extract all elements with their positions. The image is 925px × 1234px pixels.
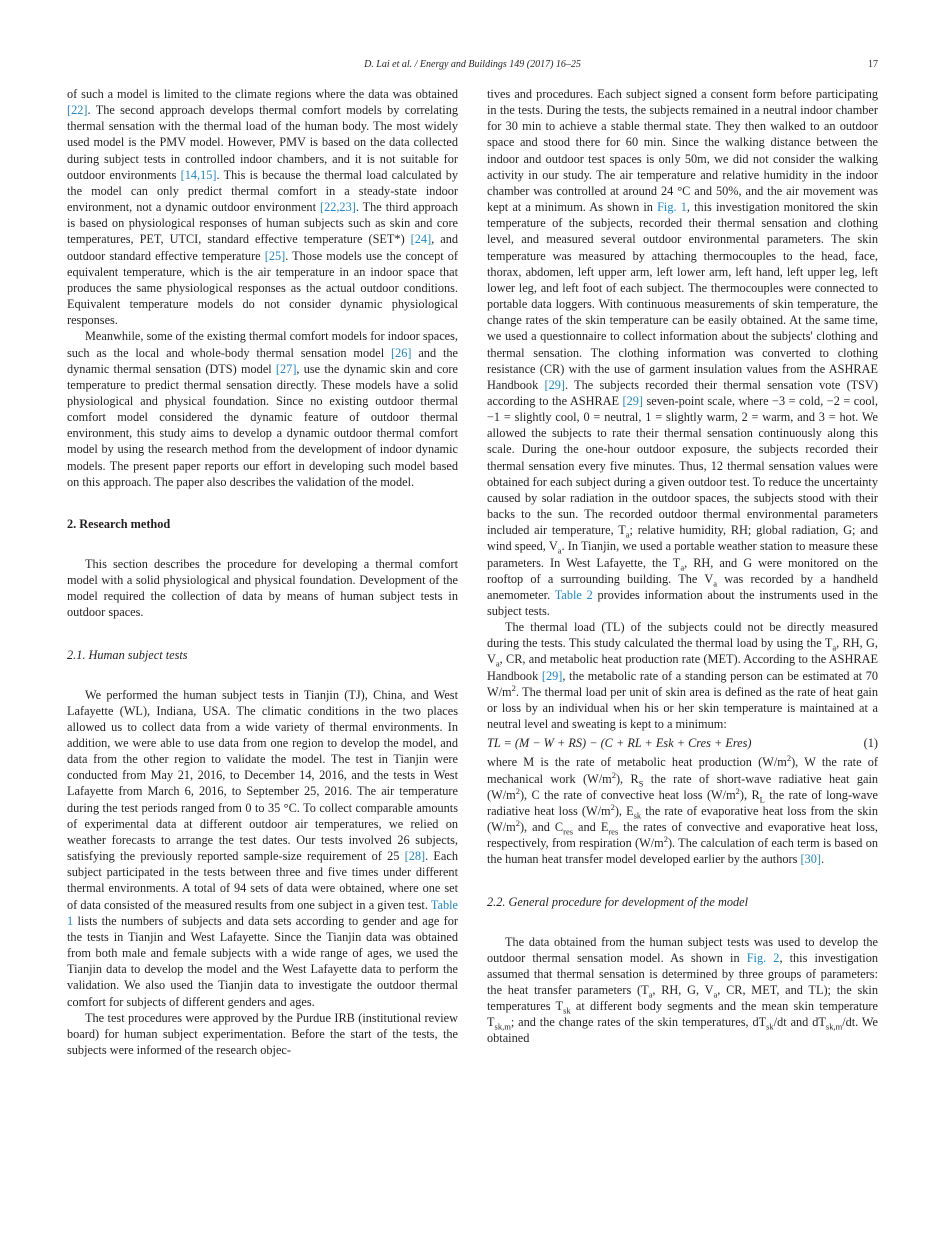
equation (487, 735, 878, 751)
citation-link[interactable]: [29] (622, 393, 644, 408)
citation-link[interactable]: [22] (67, 103, 88, 118)
left-column (67, 86, 458, 1058)
subsection-heading: 2.2. General procedure for development of the model (487, 894, 749, 909)
paragraph: We performed the human subject tests in Tianjin (TJ), China, and West Lafayette (WL), Indiana, USA. The climatic conditions in the two places allowed us to collect data from a wide variety of thermal environments. In addition, we were able to use data from one region to develop the model, and data from the other region to validate the model. The test in Tianjin were conducted from May 21, 2016, to December 14, 2016, and the tests in West Lafayette from March 6, 2016, to September 25, 2016. The air temperature during the test periods ranged from 0 to 35 °C. To collect comparable amounts of experimental data at different outdoor air temperatures, we relied on weather forecasts to arrange the test dates. Our tests involved 26 subjects, satisfying the previously reported sample-size requirement of 25 [28]. Each subject participated in the tests between three and five times under different thermal environments. A total of 94 sets of data were obtained, where one set of data consisted of the measured results from one subject in a given test. Table 1 lists the numbers of subjects and data sets according to gender and age for the tests in Tianjin and West Lafayette. Since the Tianjin data was obtained from both male and female subjects with a wide range of ages, we used the Tianjin data to develop the model and the West Lafayette data to perform the validation. We also used the Tianjin data to investigate the outdoor thermal comfort for subjects of different genders and ages. (67, 687, 458, 1009)
citation-link[interactable]: [28] (404, 849, 426, 864)
paragraph: of such a model is limited to the climate regions where the data was obtained [22]. The second approach develops thermal comfort models by correlating thermal sensation with the thermal load of the human body. The most widely used model is the PMV model. However, PMV is based on the data collected during subject tests in controlled indoor chambers, and it is not suitable for outdoor environments [14,15]. This is because the thermal load calculated by the model can only predict thermal comfort in a steady-state indoor environment, not a dynamic outdoor environment [22,23]. The third approach is based on physiological responses of human subjects such as skin and core temperatures, PET, UTCI, standard effective temperature (SET*) [24], and outdoor standard effective temperature [25]. Those models use the concept of equivalent temperature, which is the air temperature in an indoor space that produces the same physiological responses as the actual outdoor conditions. Equivalent temperature models do not consider dynamic physiological responses. (67, 87, 458, 328)
citation-link[interactable]: [29] (541, 668, 563, 683)
citation-link[interactable]: [27] (275, 361, 297, 376)
citation-link[interactable]: [26] (390, 345, 412, 360)
figure-link[interactable]: Fig. 1 (657, 200, 687, 215)
page-number: 17 (868, 59, 878, 70)
equation-body: TL = (M − W + RS) − (C + RL + Esk + Cres + Eres) (487, 736, 752, 751)
citation-link[interactable]: [30] (800, 852, 821, 867)
table-link[interactable]: Table 1 (67, 897, 458, 928)
running-header (67, 58, 878, 72)
paragraph: Meanwhile, some of the existing thermal comfort models for indoor spaces, such as the local and whole-body thermal sensation model [26] and the dynamic thermal sensation (DTS) model [27], use the dynamic skin and core temperature to predict thermal sensation directly. These models have a solid physiological and physical foundation. Since no existing outdoor thermal comfort model considered the dynamic feature of outdoor thermal environment, this study aims to develop a dynamic outdoor thermal comfort model by using the research method from the development of indoor dynamic models. The present paper reports our effort in developing such model based on this approach. The paper also describes the validation of the model. (67, 329, 458, 489)
figure-link[interactable]: Fig. 2 (746, 950, 780, 965)
equation-number: (1) (863, 736, 878, 751)
paragraph: This section describes the procedure for developing a thermal comfort model with a solid physiological and physical foundation. Development of the model required the collection of data by means of human subject tests in outdoor spaces. (67, 556, 458, 620)
subsection-heading: 2.1. Human subject tests (67, 647, 188, 662)
paragraph: tives and procedures. Each subject signed a consent form before participating in the tests. During the tests, the subjects remained in a neutral indoor chamber for 30 min to achieve a stable thermal state. They then walked to an outdoor space and stood there for 60 min. Since the walking distance between the indoor and outdoor test spaces is only 50m, we did not consider the walking activity in our study. The air temperature and relative humidity in the indoor chamber was controlled at around 24 °C and 50%, and the air movement was kept at a minimum. As shown in Fig. 1, this investigation monitored the skin temperature of the subjects, recorded their thermal sensation and clothing level, and measured several outdoor environmental parameters. The skin temperature was measured by attaching thermocouples to the head, face, thorax, abdomen, left upper arm, left lower arm, left hand, left upper leg, left lower leg, and left foot of each subject. The thermocouples were connected to portable data loggers. With continuous measurements of skin temperature, the change rates of the skin temperature can be easily obtained. At the same time, we used a questionnaire to collect information about the subjects' clothing and thermal sensation. The clothing information was converted to clothing resistance (CR) with the use of garment insulation values from the ASHRAE Handbook [29]. The subjects recorded their thermal sensation vote (TSV) according to the ASHRAE [29] seven-point scale, where −3 = cold, −2 = cool, −1 = slightly cool, 0 = neutral, 1 = slightly warm, 2 = warm, and 3 = hot. We allowed the subjects to rate their thermal sensation continuously along this scale. During the one-hour outdoor exposure, the subjects recorded their thermal sensation every five minutes. Thus, 12 thermal sensation values were obtained for each subject during a given outdoor test. To reduce the uncertainty caused by solar radiation in the outdoor spaces, the subjects stood with their backs to the sun. The recorded outdoor thermal environmental parameters included air temperature, $T_a$; relative humidity, RH; global radiation, G; and wind speed, $V_a$. In Tianjin, we used a portable weather station to measure these parameters. In West Lafayette, the $T_a$, RH, and G were monitored on the rooftop of a surrounding building. The $V_a$ was recorded by a handheld anemometer. Table 2 provides information about the instruments used in the subject tests. (487, 87, 879, 618)
citation-link[interactable]: [22,23] (319, 200, 356, 215)
citation-link[interactable]: [25] (264, 248, 286, 263)
paragraph: The test procedures were approved by the Purdue IRB (institutional review board) for human subject experimentation. Before the start of the tests, the subjects were informed of the research objec- (67, 1010, 458, 1057)
paragraph: where M is the rate of metabolic heat production $(W/m^2)$, W the rate of mechanical work $(W/m^2)$, $R_S$ the rate of short-wave radiative heat gain $(W/m^2)$, C the rate of convective heat loss $(W/m^2)$, $R_L$ the rate of long-wave radiative heat loss $(W/m^2)$, $E_{sk}$ the rate of evaporative heat loss from the skin $(W/m^2)$, and $C_{res}$ and $E_{res}$ the rates of convective and evaporative heat loss, respectively, from respiration $(W/m^2)$. The calculation of each term is based on the human heat transfer model developed earlier by the authors [30]. (487, 753, 879, 867)
paragraph: The data obtained from the human subject tests was used to develop the outdoor thermal sensation model. As shown in Fig. 2, this investigation assumed that thermal sensation is determined by three groups of parameters: the heat transfer parameters ($T_a$, RH, G, $V_a$, CR, MET, and TL); the skin temperatures $T_{sk}$ at different body segments and the mean skin temperature $T_{sk,m}$; and the change rates of the skin temperatures, $dT_{sk}/dt$ and $dT_{sk,m}/dt$. We obtained (487, 934, 879, 1046)
section-heading: 2. Research method (67, 516, 171, 531)
table-link[interactable]: Table 2 (554, 587, 593, 602)
citation-link[interactable]: [29] (544, 377, 565, 392)
paragraph: The thermal load (TL) of the subjects could not be directly measured during the tests. This study calculated the thermal load by using the $T_a$, RH, G, $V_a$, CR, and metabolic heat production rate (MET). According to the ASHRAE Handbook [29], the metabolic rate of a standing person can be estimated at 70 $W/m^2$. The thermal load per unit of skin area is defined as the rate of heat gain or loss by an individual when his or her skin temperature is maintained at a neutral level and sweating is kept to a minimum: (487, 620, 878, 732)
citation-link[interactable]: [24] (410, 232, 432, 247)
right-column (487, 86, 878, 1047)
citation-link[interactable]: [14,15] (180, 167, 217, 182)
running-head: D. Lai et al. / Energy and Buildings 149 (2017) 16–25 (364, 59, 581, 70)
